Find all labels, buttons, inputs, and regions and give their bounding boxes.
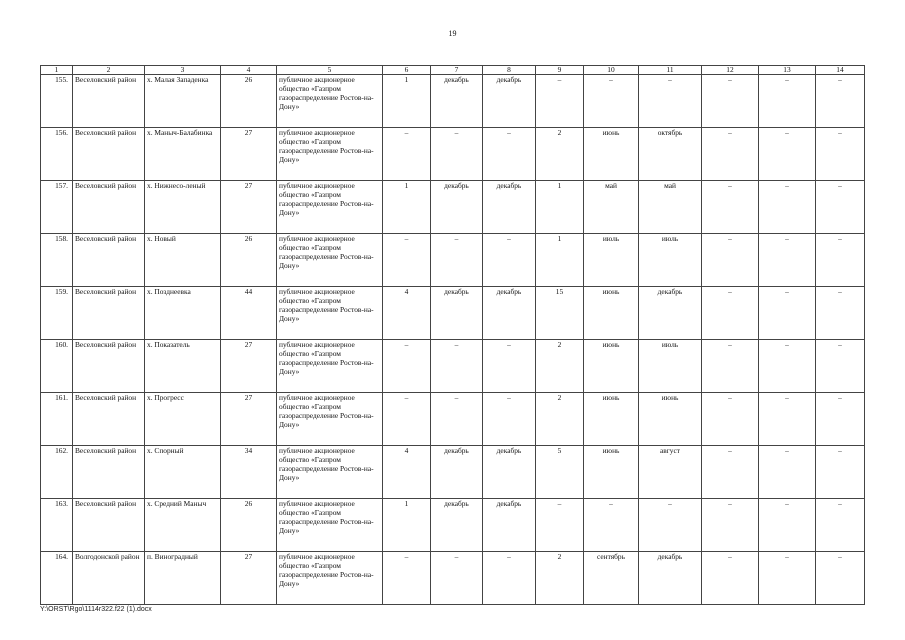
table-cell: июнь — [639, 393, 702, 446]
column-header: 1 — [41, 66, 73, 75]
table-cell: декабрь — [431, 75, 483, 128]
table-cell: июнь — [584, 287, 639, 340]
table-cell: декабрь — [483, 181, 536, 234]
table-cell: Веселовский район — [73, 499, 145, 552]
table-cell: – — [383, 552, 431, 605]
table-cell: – — [383, 393, 431, 446]
table-cell: публичное акционерное общество «Газпром газораспределение Ростов-на-Дону» — [277, 181, 383, 234]
table-cell: – — [431, 393, 483, 446]
table-cell: публичное акционерное общество «Газпром газораспределение Ростов-на-Дону» — [277, 340, 383, 393]
table-cell: – — [816, 446, 865, 499]
column-header: 11 — [639, 66, 702, 75]
table-cell: – — [816, 287, 865, 340]
table-cell: 2 — [536, 393, 584, 446]
column-header: 8 — [483, 66, 536, 75]
table-cell: 27 — [221, 181, 277, 234]
table-cell: – — [702, 393, 759, 446]
table-cell: 1 — [536, 234, 584, 287]
page-number: 19 — [448, 29, 457, 38]
table-cell: Веселовский район — [73, 234, 145, 287]
table-cell: – — [639, 499, 702, 552]
table-cell: 15 — [536, 287, 584, 340]
table-cell: – — [759, 181, 816, 234]
table-cell: июнь — [584, 340, 639, 393]
table-cell: 1 — [383, 75, 431, 128]
table-cell: – — [431, 340, 483, 393]
table-cell: 1 — [383, 499, 431, 552]
table-cell: Волгодонской район — [73, 552, 145, 605]
table-cell: – — [702, 446, 759, 499]
table-cell: Веселовский район — [73, 393, 145, 446]
table-cell: – — [702, 75, 759, 128]
table-cell: 27 — [221, 128, 277, 181]
table-cell: 161. — [41, 393, 73, 446]
table-cell: Веселовский район — [73, 128, 145, 181]
column-header: 10 — [584, 66, 639, 75]
table-cell: х. Прогресс — [145, 393, 221, 446]
table-cell: Веселовский район — [73, 287, 145, 340]
table-cell: п. Виноградный — [145, 552, 221, 605]
file-path-footer: Y:\ORST\Rgo\1114r322.f22 (1).docx — [40, 606, 152, 613]
table-cell: х. Показатель — [145, 340, 221, 393]
table-cell: декабрь — [431, 499, 483, 552]
table-cell: 27 — [221, 552, 277, 605]
table-cell: – — [536, 499, 584, 552]
table-cell: декабрь — [639, 287, 702, 340]
gasification-table — [40, 65, 865, 605]
table-row — [41, 181, 865, 234]
table-cell: 27 — [221, 340, 277, 393]
table-cell: х. Нижнесо-леный — [145, 181, 221, 234]
table-cell: – — [759, 446, 816, 499]
table-cell: октябрь — [639, 128, 702, 181]
table-cell: – — [702, 552, 759, 605]
table-cell: публичное акционерное общество «Газпром газораспределение Ростов-на-Дону» — [277, 499, 383, 552]
table-cell: декабрь — [483, 287, 536, 340]
column-header: 9 — [536, 66, 584, 75]
table-cell: Веселовский район — [73, 446, 145, 499]
table-cell: Веселовский район — [73, 75, 145, 128]
table-cell: х. Спорный — [145, 446, 221, 499]
column-header: 13 — [759, 66, 816, 75]
table-cell: декабрь — [639, 552, 702, 605]
table-row — [41, 393, 865, 446]
table-cell: 159. — [41, 287, 73, 340]
table-cell: х. Средний Маныч — [145, 499, 221, 552]
table-cell: 164. — [41, 552, 73, 605]
table-cell: – — [702, 181, 759, 234]
column-header: 2 — [73, 66, 145, 75]
table-cell: июнь — [584, 393, 639, 446]
table-row — [41, 128, 865, 181]
table-cell: декабрь — [431, 181, 483, 234]
table-cell: декабрь — [483, 446, 536, 499]
column-header: 5 — [277, 66, 383, 75]
table-cell: – — [536, 75, 584, 128]
table-cell: 4 — [383, 287, 431, 340]
table-cell: – — [383, 234, 431, 287]
column-header: 6 — [383, 66, 431, 75]
table-row — [41, 75, 865, 128]
table-cell: – — [759, 499, 816, 552]
table-cell: – — [383, 128, 431, 181]
table-cell: – — [483, 340, 536, 393]
table-cell: – — [383, 340, 431, 393]
table-cell: – — [816, 552, 865, 605]
table-cell: – — [584, 75, 639, 128]
table-cell: публичное акционерное общество «Газпром газораспределение Ростов-на-Дону» — [277, 234, 383, 287]
table-row — [41, 552, 865, 605]
table-cell: – — [816, 234, 865, 287]
table-cell: 2 — [536, 128, 584, 181]
table-cell: – — [702, 234, 759, 287]
table-cell: сентябрь — [584, 552, 639, 605]
table-cell: – — [639, 75, 702, 128]
column-header: 12 — [702, 66, 759, 75]
column-header: 7 — [431, 66, 483, 75]
table-cell: июнь — [584, 446, 639, 499]
table-cell: – — [702, 340, 759, 393]
header-row — [41, 66, 865, 75]
column-header: 3 — [145, 66, 221, 75]
table-cell: 26 — [221, 499, 277, 552]
table-cell: – — [759, 75, 816, 128]
table-cell: 157. — [41, 181, 73, 234]
table-cell: публичное акционерное общество «Газпром газораспределение Ростов-на-Дону» — [277, 287, 383, 340]
table-row — [41, 499, 865, 552]
table-cell: публичное акционерное общество «Газпром газораспределение Ростов-на-Дону» — [277, 552, 383, 605]
table-cell: – — [431, 552, 483, 605]
table-cell: 155. — [41, 75, 73, 128]
table-cell: июль — [584, 234, 639, 287]
table-body — [41, 75, 865, 605]
table-cell: х. Малая Западенка — [145, 75, 221, 128]
table-cell: публичное акционерное общество «Газпром газораспределение Ростов-на-Дону» — [277, 393, 383, 446]
table-cell: – — [816, 340, 865, 393]
table-cell: декабрь — [431, 446, 483, 499]
table-cell: 44 — [221, 287, 277, 340]
table-cell: июль — [639, 234, 702, 287]
table-cell: – — [431, 128, 483, 181]
table-cell: – — [483, 552, 536, 605]
table-cell: – — [483, 393, 536, 446]
table-cell: – — [483, 234, 536, 287]
table-cell: публичное акционерное общество «Газпром газораспределение Ростов-на-Дону» — [277, 446, 383, 499]
table-row — [41, 446, 865, 499]
table-cell: июнь — [584, 128, 639, 181]
table-cell: – — [759, 340, 816, 393]
table-cell: – — [816, 128, 865, 181]
table-cell: – — [816, 75, 865, 128]
table-cell: 27 — [221, 393, 277, 446]
table-cell: – — [584, 499, 639, 552]
table-cell: Веселовский район — [73, 181, 145, 234]
table-cell: – — [483, 128, 536, 181]
table-row — [41, 234, 865, 287]
table-cell: декабрь — [483, 499, 536, 552]
table-cell: – — [816, 181, 865, 234]
table-cell: декабрь — [483, 75, 536, 128]
table-cell: – — [816, 393, 865, 446]
table-cell: х. Позднеевка — [145, 287, 221, 340]
table-cell: – — [702, 128, 759, 181]
column-header: 14 — [816, 66, 865, 75]
column-header: 4 — [221, 66, 277, 75]
table-cell: 156. — [41, 128, 73, 181]
table-cell: публичное акционерное общество «Газпром газораспределение Ростов-на-Дону» — [277, 128, 383, 181]
table-cell: – — [702, 287, 759, 340]
table-cell: 1 — [383, 181, 431, 234]
table-cell: 162. — [41, 446, 73, 499]
table-cell: – — [431, 234, 483, 287]
table-cell: – — [759, 552, 816, 605]
table-row — [41, 287, 865, 340]
table-cell: май — [639, 181, 702, 234]
table-cell: 2 — [536, 340, 584, 393]
table-cell: 26 — [221, 75, 277, 128]
table-cell: х. Новый — [145, 234, 221, 287]
table-cell: 158. — [41, 234, 73, 287]
table-cell: х. Маныч-Балабинка — [145, 128, 221, 181]
table-row — [41, 340, 865, 393]
table-cell: 1 — [536, 181, 584, 234]
table-cell: 160. — [41, 340, 73, 393]
table-cell: – — [759, 234, 816, 287]
table-cell: – — [759, 287, 816, 340]
table-cell: июль — [639, 340, 702, 393]
table-cell: 5 — [536, 446, 584, 499]
table-cell: май — [584, 181, 639, 234]
table-cell: публичное акционерное общество «Газпром газораспределение Ростов-на-Дону» — [277, 75, 383, 128]
table-cell: 163. — [41, 499, 73, 552]
table-cell: август — [639, 446, 702, 499]
table-cell: 2 — [536, 552, 584, 605]
table-cell: – — [702, 499, 759, 552]
table-cell: 26 — [221, 234, 277, 287]
table-cell: – — [816, 499, 865, 552]
table-cell: Веселовский район — [73, 340, 145, 393]
table-cell: 4 — [383, 446, 431, 499]
table-cell: 34 — [221, 446, 277, 499]
table-cell: – — [759, 393, 816, 446]
table-cell: декабрь — [431, 287, 483, 340]
table-cell: – — [759, 128, 816, 181]
